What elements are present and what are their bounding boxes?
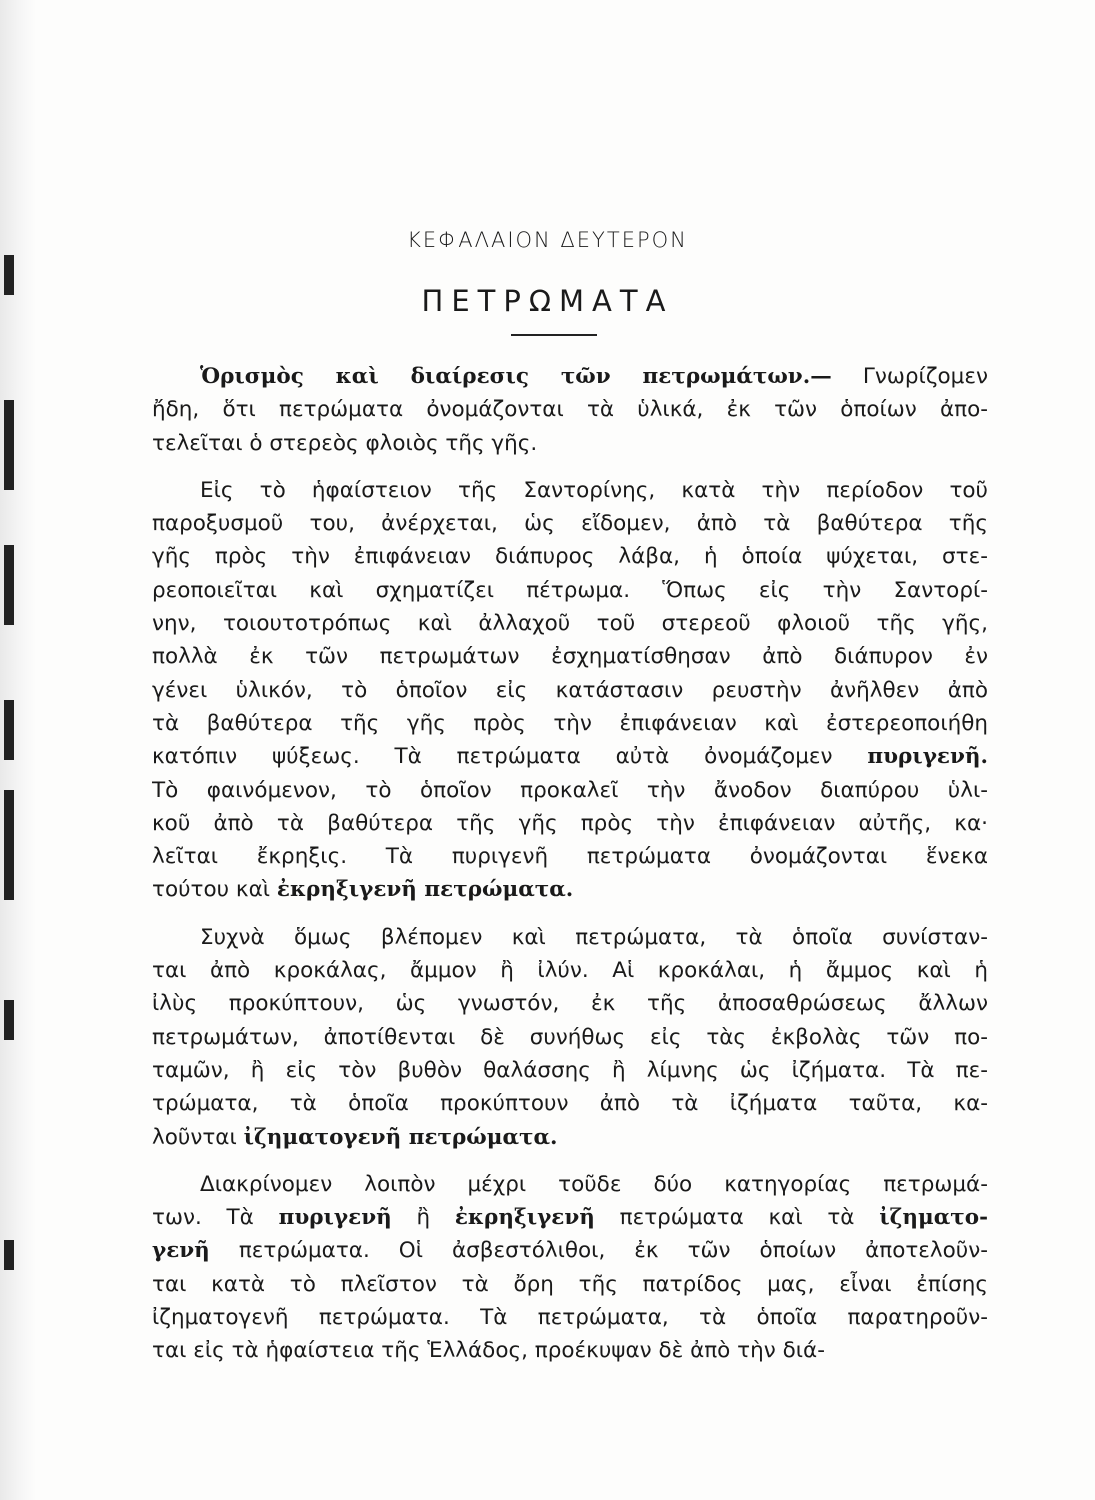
text-run: ἰζηματογενῆ πετρώματα. Τὰ πετρώματα, τὰ ὁποῖα παρατηροῦν- [152,1305,988,1331]
text-run: Εἰς τὸ ἡφαίστειον τῆς Σαντορίνης, κατὰ τὴν περίοδον τοῦ [200,477,988,503]
binding-edge [0,0,36,1500]
bold-term: ἐκρηξιγενῆ πετρώματα. [276,877,574,903]
bold-term: γενῆ [152,1238,210,1264]
text-line [152,1301,988,1334]
text-run: Διακρίνομεν λοιπὸν μέχρι τοῦδε δύο κατηγορίας πετρωμά- [200,1171,988,1197]
text-line [152,540,988,573]
paragraph-gap [152,907,988,921]
text-line [152,1168,988,1201]
text-run: κοῦ ἀπὸ τὰ βαθύτερα τῆς γῆς πρὸς τὴν ἐπιφάνειαν αὐτῆς, κα· [152,810,988,836]
text-run: ἤδη, ὅτι πετρώματα ὀνομάζονται τὰ ὑλικά, ἐκ τῶν ὁποίων ἀπο- [152,397,988,423]
text-line [152,840,988,873]
text-run: ἰλὺς προκύπτουν, ὡς γνωστόν, ἐκ τῆς ἀποσαθρώσεως ἄλλων [152,991,988,1017]
bold-term: Ὁρισμὸς καὶ διαίρεσις τῶν πετρωμάτων.— [200,364,832,389]
text-run: των. Τὰ [152,1205,279,1231]
text-line [152,921,988,954]
text-run: γῆς πρὸς τὴν ἐπιφάνειαν διάπυρος λάβα, ἡ ὁποία ψύχεται, στε- [152,544,988,570]
text-run: ρεοποιεῖται καὶ σχηματίζει πέτρωμα. Ὅπως εἰς τὴν Σαντορί- [152,577,988,603]
paragraph-gap [152,1154,988,1168]
text-run: ἢ [391,1205,455,1231]
paragraph [152,360,988,460]
text-line [152,1234,988,1267]
text-line [152,640,988,673]
text-run: γένει ὑλικόν, τὸ ὁποῖον εἰς κατάστασιν ρευστὴν ἀνῆλθεν ἀπὸ [152,677,988,703]
text-line [152,474,988,507]
text-line [152,427,988,460]
bold-term: ἐκρηξιγενῆ [454,1205,595,1231]
text-run: Συχνὰ ὅμως βλέπομεν καὶ πετρώματα, τὰ ὁποῖα συνίσταν- [200,924,988,950]
text-run: παροξυσμοῦ του, ἀνέρχεται, ὡς εἴδομεν, ἀπὸ τὰ βαθύτερα τῆς [152,511,988,537]
chapter-title: ΠΕΤΡΩΜΑΤΑ [421,284,674,318]
text-run: ταμῶν, ἢ εἰς τὸν βυθὸν θαλάσσης ἢ λίμνης ὡς ἰζήματα. Τὰ πε- [152,1057,988,1083]
paragraph [152,474,988,907]
text-line [152,740,988,773]
bold-term: ἰζηματογενῆ πετρώματα. [243,1124,558,1150]
text-line [152,707,988,740]
text-line [152,987,988,1020]
text-run: πολλὰ ἐκ τῶν πετρωμάτων ἐσχηματίσθησαν ἀπὸ διάπυρον ἐν [152,644,988,670]
text-line [152,1201,988,1234]
text-run: ται ἀπὸ κροκάλας, ἄμμον ἢ ἰλύν. Αἱ κροκάλαι, ἡ ἄμμος καὶ ἡ [152,958,988,984]
text-line [152,1268,988,1301]
text-run: πετρωμάτων, ἀποτίθενται δὲ συνήθως εἰς τὰς ἐκβολὰς τῶν πο- [152,1024,988,1050]
text-run: ται εἰς τὰ ἡφαίστεια τῆς Ἑλλάδος, προέκυψαν δὲ ἀπὸ τὴν διά- [152,1338,825,1364]
bold-term: πυριγενῆ [278,1205,392,1231]
text-run: πετρώματα καὶ τὰ [594,1205,880,1231]
text-line [152,607,988,640]
text-run: τρώματα, τὰ ὁποῖα προκύπτουν ἀπὸ τὰ ἰζήματα ταῦτα, κα- [152,1091,988,1117]
text-line [152,507,988,540]
text-run: νην, τοιουτοτρόπως καὶ ἀλλαχοῦ τοῦ στερεοῦ φλοιοῦ τῆς γῆς, [152,611,988,637]
text-line [152,1054,988,1087]
text-line [152,807,988,840]
text-line [152,393,988,426]
text-run: λεῖται ἔκρηξις. Τὰ πυριγενῆ πετρώματα ὀνομάζονται ἕνεκα [152,844,988,870]
text-run: ται κατὰ τὸ πλεῖστον τὰ ὄρη τῆς πατρίδος μας, εἶναι ἐπίσης [152,1271,988,1297]
text-line [152,1334,988,1367]
body-text [152,360,988,1368]
title-underline [511,334,597,336]
text-line [152,774,988,807]
text-run: τελεῖται ὁ στερεὸς φλοιὸς τῆς γῆς. [152,430,538,456]
text-run: Τὸ φαινόμενον, τὸ ὁποῖον προκαλεῖ τὴν ἄνοδον διαπύρου ὑλι- [152,777,988,803]
text-run: κατόπιν ψύξεως. Τὰ πετρώματα αὐτὰ ὀνομάζομεν [152,744,868,770]
text-line [152,1021,988,1054]
paragraph [152,921,988,1154]
text-line [152,1087,988,1120]
text-run: λοῦνται [152,1124,244,1150]
bold-term: πυριγενῆ. [867,744,988,770]
text-run: τὰ βαθύτερα τῆς γῆς πρὸς τὴν ἐπιφάνειαν καὶ ἐστερεοποιήθη [152,710,988,736]
text-line [152,574,988,607]
text-line [152,1121,988,1154]
text-run: τούτου καὶ [152,877,277,903]
bold-term: ἰζηματο- [879,1205,988,1231]
text-line [152,954,988,987]
text-line [152,360,988,393]
chapter-label: ΚΕΦΑΛΑΙΟΝ ΔΕΥΤΕΡΟΝ [407,228,688,252]
text-run: πετρώματα. Οἱ ἀσβεστόλιθοι, ἐκ τῶν ὁποίων ἀποτελοῦν- [209,1238,988,1264]
text-run: Γνωρίζομεν [831,364,988,389]
paragraph-gap [152,460,988,474]
text-line [152,873,988,906]
text-line [152,674,988,707]
paragraph [152,1168,988,1368]
